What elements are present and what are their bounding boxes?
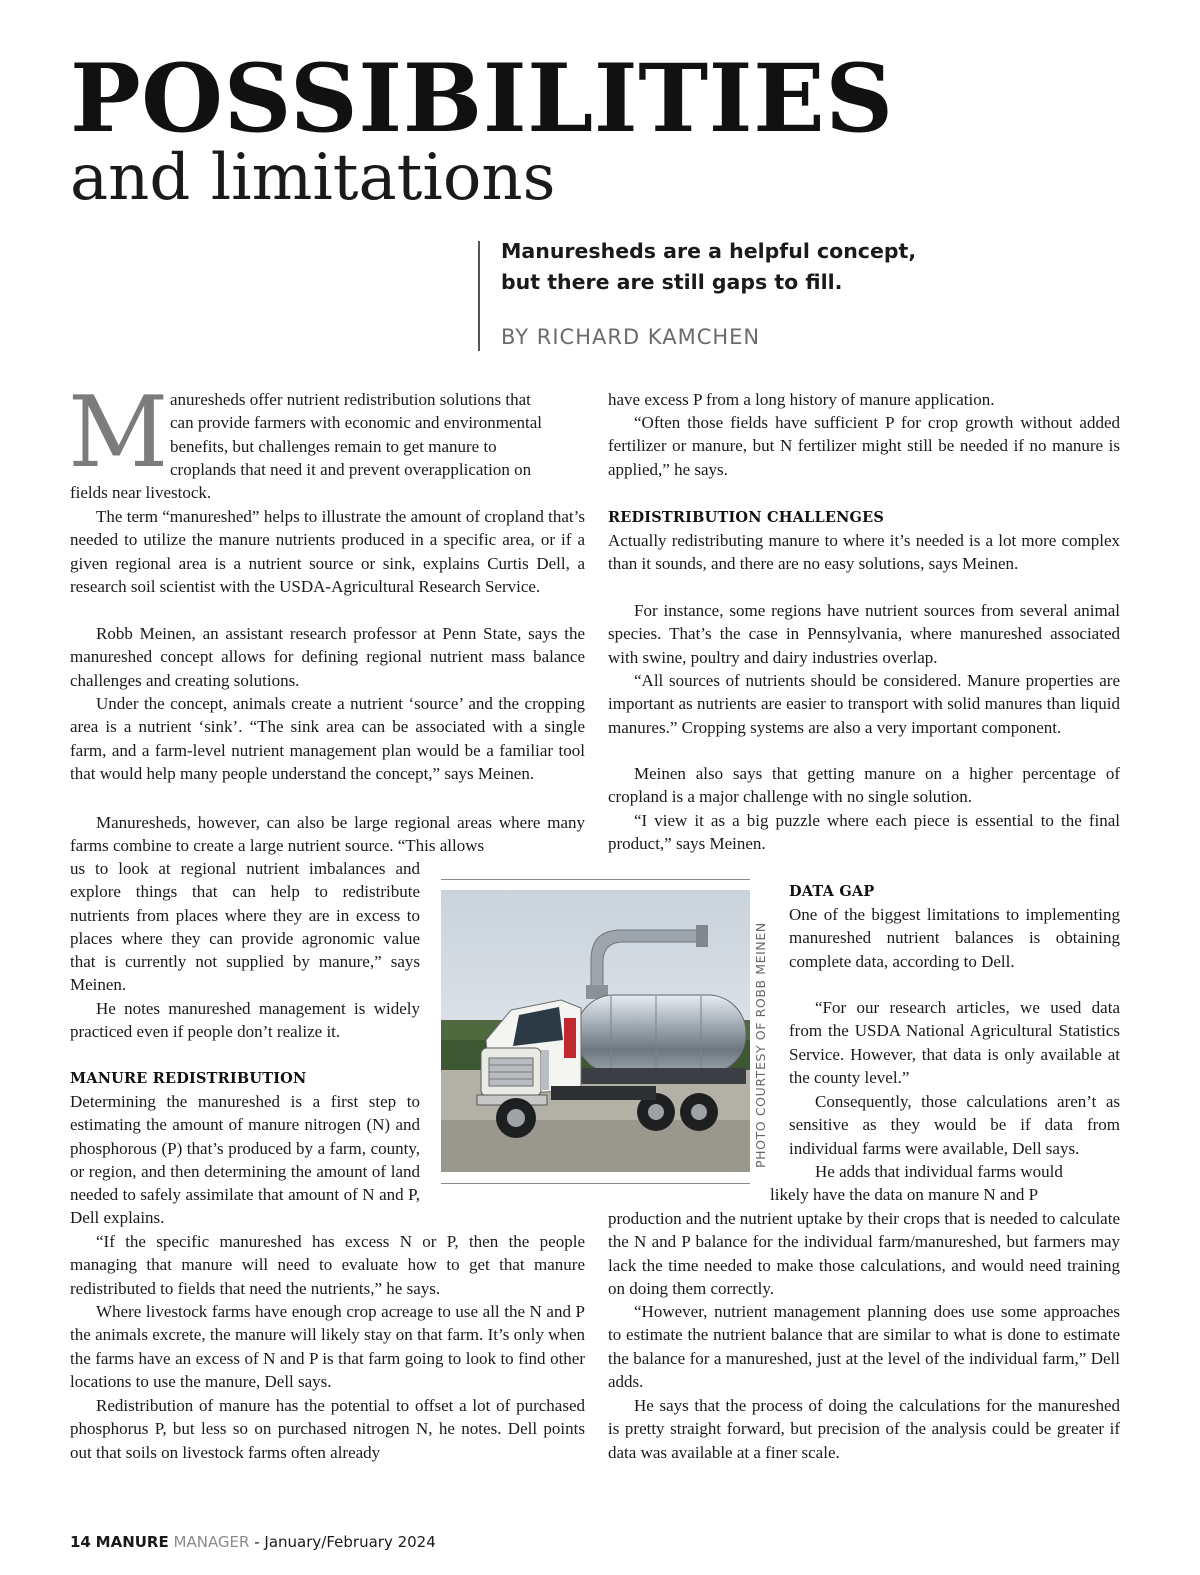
paragraph-adds-b: likely have the data on manure N and P: [770, 1185, 1039, 1204]
deck-line-1: Manuresheds are a helpful concept,: [501, 239, 917, 263]
paragraph-excess: “If the specific manureshed has excess N or P, then the people managing that manure will need to evaluate how to get that manure redistributed to fields that need the nutrients,” he says.: [70, 1232, 585, 1298]
paragraph-term: The term “manureshed” helps to illustrate the amount of cropland that’s needed to utilize the manure nutrients produced in a specific area, or if a given regional area is a nutrient source or sink, explains Curtis Dell, a research soil scientist with the USDA-Agricultural Research Service.: [70, 507, 585, 596]
drop-cap: M: [68, 376, 169, 490]
photo-bottom-rule: [441, 1183, 750, 1184]
paragraph-adds-c: production and the nutrient uptake by their crops that is needed to calculate the N and P balance for the individual farm/manureshed, but farmers may lack the time needed to make those calculations, and would need training on doing them correctly.: [608, 1209, 1120, 1298]
page-number: 14: [70, 1533, 91, 1551]
paragraph-regional-a: Manuresheds, however, can also be large regional areas where many farms combine to create a large nutrient source. “This allows: [70, 813, 585, 856]
photo-top-rule: [441, 879, 750, 880]
paragraph-adds-a: He adds that individual farms would: [815, 1162, 1063, 1181]
issue-date: - January/February 2024: [254, 1533, 436, 1551]
intro-line-2: can provide farmers with economic and environmental: [170, 413, 542, 433]
paragraph-often: “Often those fields have sufficient P for crop growth without added fertilizer or manure, but N fertilizer might still be needed if no manure is applied,” he says.: [608, 413, 1120, 479]
paragraph-research: “For our research articles, we used data from the USDA National Agricultural Statistics Service. However, that data is only available at the county level.”: [789, 998, 1120, 1087]
article-subtitle: and limitations: [70, 141, 556, 215]
paragraph-under-concept: Under the concept, animals create a nutrient ‘source’ and the cropping area is a nutrient ‘sink’. “The sink area can be associated with a single farm, and a farm-level nutrient management plan would be a familiar tool that would help many people understand the concept,” says Meinen.: [70, 694, 585, 783]
paragraph-biggest: One of the biggest limitations to implementing manureshed nutrient balances is obtaining complete data, according to Dell.: [789, 905, 1120, 971]
heading-redistribution-challenges: REDISTRIBUTION CHALLENGES: [608, 509, 885, 526]
truck-illustration: [441, 890, 750, 1172]
paragraph-puzzle: “I view it as a big puzzle where each piece is essential to the final product,” says Meinen.: [608, 811, 1120, 854]
paragraph-however: “However, nutrient management planning does use some approaches to estimate the nutrient balance that are similar to what is done to estimate the balance for a manureshed, just at the level of the individual farm,” Dell adds.: [608, 1302, 1120, 1391]
paragraph-determining: Determining the manureshed is a first step to estimating the amount of manure nitrogen (N) and phosphorous (P) that’s produced by a farm, county, or region, and then determining the amount of land needed to safely assimilate that amount of N and P, Dell explains.: [70, 1092, 420, 1228]
heading-manure-redistribution: MANURE REDISTRIBUTION: [70, 1070, 307, 1087]
intro-paragraph-end: fields near livestock.: [70, 483, 212, 502]
paragraph-process: He says that the process of doing the calculations for the manureshed is pretty straight forward, but precision of the analysis could be greater if data was available at a finer scale.: [608, 1396, 1120, 1462]
intro-line-3: benefits, but challenges remain to get manure to: [170, 436, 497, 456]
intro-line-4: croplands that need it and prevent overapplication on: [170, 459, 532, 479]
intro-line-1: anuresheds offer nutrient redistribution solutions that: [170, 390, 531, 409]
deck-divider: [478, 241, 480, 351]
paragraph-where-livestock: Where livestock farms have enough crop acreage to use all the N and P the animals excrete, the manure will likely stay on that farm. It’s only when the farms have an excess of N and P is that farm going to look to find other locations to use the manure, Dell says.: [70, 1302, 585, 1391]
paragraph-actually: Actually redistributing manure to where it’s needed is a lot more complex than it sounds, and there are no easy solutions, says Meinen.: [608, 531, 1120, 574]
photo-credit: PHOTO COURTESY OF ROBB MEINEN: [753, 922, 768, 1168]
magazine-brand: MANURE: [95, 1533, 169, 1551]
paragraph-robb: Robb Meinen, an assistant research professor at Penn State, says the manureshed concept allows for defining regional nutrient mass balance challenges and creating solutions.: [70, 624, 585, 690]
manure-tanker-truck-photo: [441, 890, 750, 1172]
deck-line-2: but there are still gaps to fill.: [501, 270, 843, 294]
heading-data-gap: DATA GAP: [789, 883, 875, 900]
article-title: POSSIBILITIES: [70, 44, 894, 154]
paragraph-all-sources: “All sources of nutrients should be considered. Manure properties are important as nutrients are easier to transport with solid manures than liquid manures.” Cropping systems are also a very important component.: [608, 671, 1120, 737]
paragraph-notes: He notes manureshed management is widely practiced even if people don’t realize it.: [70, 999, 420, 1042]
article-deck: [501, 236, 951, 298]
intro-paragraph: [170, 388, 585, 481]
byline: BY RICHARD KAMCHEN: [501, 325, 761, 349]
paragraph-have-excess: have excess P from a long history of manure application.: [608, 390, 995, 409]
paragraph-instance: For instance, some regions have nutrient sources from several animal species. That’s the case in Pennsylvania, where manureshed associated with swine, poultry and dairy industries overlap.: [608, 601, 1120, 667]
paragraph-redistribution: Redistribution of manure has the potential to offset a lot of purchased phosphorus P, but less so on purchased nitrogen N, he notes. Dell points out that soils on livestock farms often already: [70, 1396, 585, 1462]
paragraph-consequently: Consequently, those calculations aren’t as sensitive as they would be if data from individual farms were available, Dell says.: [789, 1092, 1120, 1158]
paragraph-meinen-also: Meinen also says that getting manure on a higher percentage of cropland is a major challenge with no single solution.: [608, 764, 1120, 807]
paragraph-regional-b: us to look at regional nutrient imbalances and explore things that can help to redistribute nutrients from places where they are in excess to places where they can provide agronomic value that is currently not supplied by manure,” says Meinen.: [70, 859, 420, 995]
magazine-brand-secondary: MANAGER: [173, 1533, 250, 1551]
page-footer: [70, 1533, 436, 1551]
